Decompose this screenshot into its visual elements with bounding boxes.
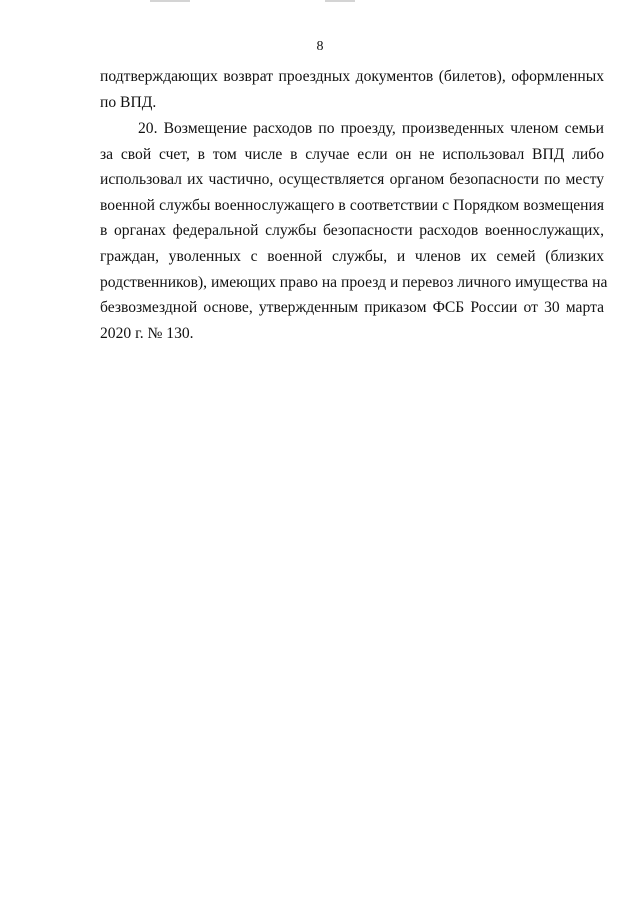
text-line: безвозмездной основе, утвержденным приказом ФСБ России от 30 марта xyxy=(100,299,604,317)
text-line: использовал их частично, осуществляется органом безопасности по месту xyxy=(100,171,604,189)
text-line: родственников), имеющих право на проезд и перевоз личного имущества на xyxy=(100,273,608,291)
page-number: 8 xyxy=(316,39,324,54)
paragraph-item-20 xyxy=(100,116,608,346)
paragraph-continuation xyxy=(100,64,604,115)
text-line: по ВПД. xyxy=(100,93,157,111)
scan-edge-mark-right xyxy=(325,0,355,2)
text-line: в органах федеральной службы безопасности расходов военнослужащих, xyxy=(100,222,604,240)
text-line: 20. Возмещение расходов по проезду, произведенных членом семьи xyxy=(138,120,604,137)
text-line: граждан, уволенных с военной службы, и членов их семей (близких xyxy=(100,247,604,265)
scan-edge-mark-left xyxy=(150,0,190,2)
text-line: подтверждающих возврат проездных документов (билетов), оформленных xyxy=(100,68,604,85)
text-line: за свой счет, в том числе в случае если он не использовал ВПД либо xyxy=(100,145,604,163)
text-line: военной службы военнослужащего в соответствии с Порядком возмещения xyxy=(100,196,604,214)
text-line: 2020 г. № 130. xyxy=(100,324,194,342)
